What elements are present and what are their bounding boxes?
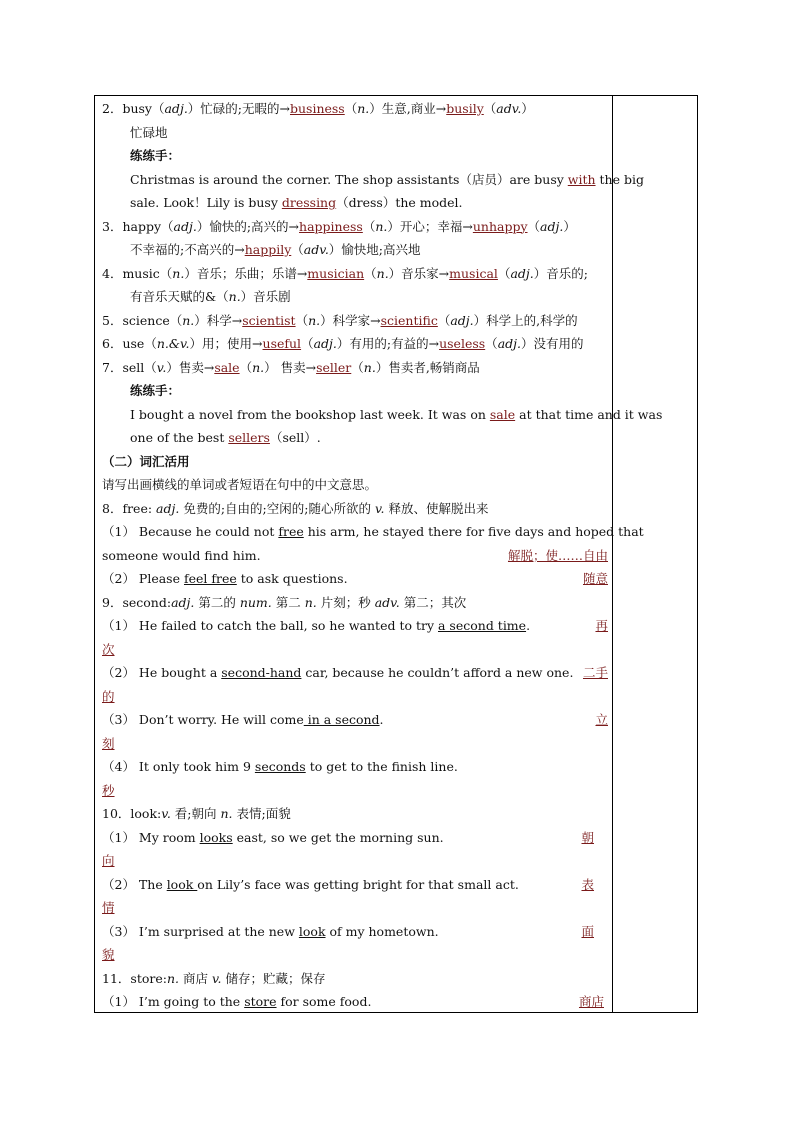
look-example-1: （1） My room looks east, so we get the morning sun. 朝 bbox=[102, 826, 608, 850]
answer: 面 bbox=[581, 923, 594, 939]
answer: 朝 bbox=[581, 829, 594, 845]
item-happy-line2: 不幸福的;不高兴的→happily（adv.）愉快地;高兴地 bbox=[130, 242, 421, 257]
answer: 随意 bbox=[582, 571, 608, 586]
second-example-3-ans: 刻 bbox=[102, 735, 115, 751]
answer: 解脱；使……自由 bbox=[507, 547, 608, 563]
look-example-3-ans: 貌 bbox=[102, 947, 115, 962]
busy-practice-1: Christmas is around the corner. The shop assistants（店员）are busy with the big bbox=[130, 171, 644, 187]
second-example-2-ans: 的 bbox=[102, 688, 115, 704]
second-example-3: （3） Don’t worry. He will come in a second. 立 bbox=[102, 708, 608, 732]
look-example-3: （3） I’m surprised at the new look of my hometown. 面 bbox=[102, 920, 608, 944]
item-music-line2: 有音乐天赋的&（n.）音乐剧 bbox=[130, 289, 291, 304]
sell-practice-1: I bought a novel from the bookshop last week. It was on sale at that time and it was bbox=[130, 406, 663, 422]
second-example-1-ans: 次 bbox=[102, 641, 115, 657]
practice-label: 练练手： bbox=[130, 383, 181, 398]
section-instruction: 请写出画横线的单词或者短语在句中的中文意思。 bbox=[102, 477, 378, 492]
look-example-1-ans: 向 bbox=[102, 853, 115, 868]
store-example-1: （1） I’m going to the store for some food. 商店 bbox=[102, 990, 608, 1014]
item-look-head: 10．look:v. 看;朝向 n. 表情;面貌 bbox=[102, 806, 291, 821]
item-free-head: 8．free: adj. 免费的;自由的;空闲的;随心所欲的 v. 释放、使解脱出来 bbox=[102, 500, 489, 516]
item-busy-line2: 忙碌地 bbox=[130, 124, 168, 140]
worksheet-content bbox=[102, 97, 663, 1014]
item-use: 6．use（n.&v.）用；使用→useful（adj.）有用的;有益的→useless（adj.）没有用的 bbox=[102, 336, 584, 351]
item-busy-line1: 2．busy（adj.）忙碌的;无暇的→business（n.）生意,商业→busily（adv.） bbox=[102, 101, 534, 116]
answer: 商店 bbox=[578, 994, 604, 1009]
item-science: 5．science（n.）科学→scientist（n.）科学家→scientific（adj.）科学上的,科学的 bbox=[102, 312, 578, 328]
second-example-4-ans: 秒 bbox=[102, 782, 115, 798]
answer: 二手 bbox=[582, 665, 608, 680]
item-second-head: 9．second:adj. 第二的 num. 第二 n. 片刻；秒 adv. 第二；其次 bbox=[102, 594, 467, 610]
practice-label: 练练手： bbox=[130, 148, 181, 163]
answer: 立 bbox=[595, 712, 608, 727]
item-store-head: 11．store:n. 商店 v. 储存；贮藏；保存 bbox=[102, 970, 326, 986]
busy-practice-2: sale. Look！Lily is busy dressing（dress）the model. bbox=[130, 195, 463, 210]
answer: 再 bbox=[595, 618, 608, 633]
section-heading: （二）词汇活用 bbox=[102, 453, 190, 469]
item-music-line1: 4．music（n.）音乐；乐曲；乐谱→musician（n.）音乐家→musical（adj.）音乐的; bbox=[102, 265, 588, 281]
second-example-4: （4） It only took him 9 seconds to get to the finish line. bbox=[102, 759, 458, 774]
answer: 表 bbox=[581, 876, 594, 892]
look-example-2: （2） The look on Lily’s face was getting bright for that small act. 表 bbox=[102, 873, 608, 897]
item-happy-line1: 3．happy（adj.）愉快的;高兴的→happiness（n.）开心；幸福→unhappy（adj.） bbox=[102, 218, 576, 234]
free-example-1: （1） Because he could not free his arm, he stayed there for five days and hoped that bbox=[102, 524, 644, 539]
sell-practice-2: one of the best sellers（sell）. bbox=[130, 430, 321, 445]
free-example-1-cont: someone would find him. 解脱；使……自由 bbox=[102, 544, 608, 568]
column-divider bbox=[612, 95, 613, 1013]
look-example-2-ans: 情 bbox=[102, 900, 115, 915]
second-example-1: （1） He failed to catch the ball, so he wanted to try a second time. 再 bbox=[102, 614, 608, 638]
free-example-2: （2） Please feel free to ask questions. 随意 bbox=[102, 567, 608, 591]
second-example-2: （2） He bought a second-hand car, because he couldn’t afford a new one. 二手 bbox=[102, 661, 608, 685]
item-sell: 7．sell（v.）售卖→sale（n.） 售卖→seller（n.）售卖者,畅销商品 bbox=[102, 359, 480, 375]
